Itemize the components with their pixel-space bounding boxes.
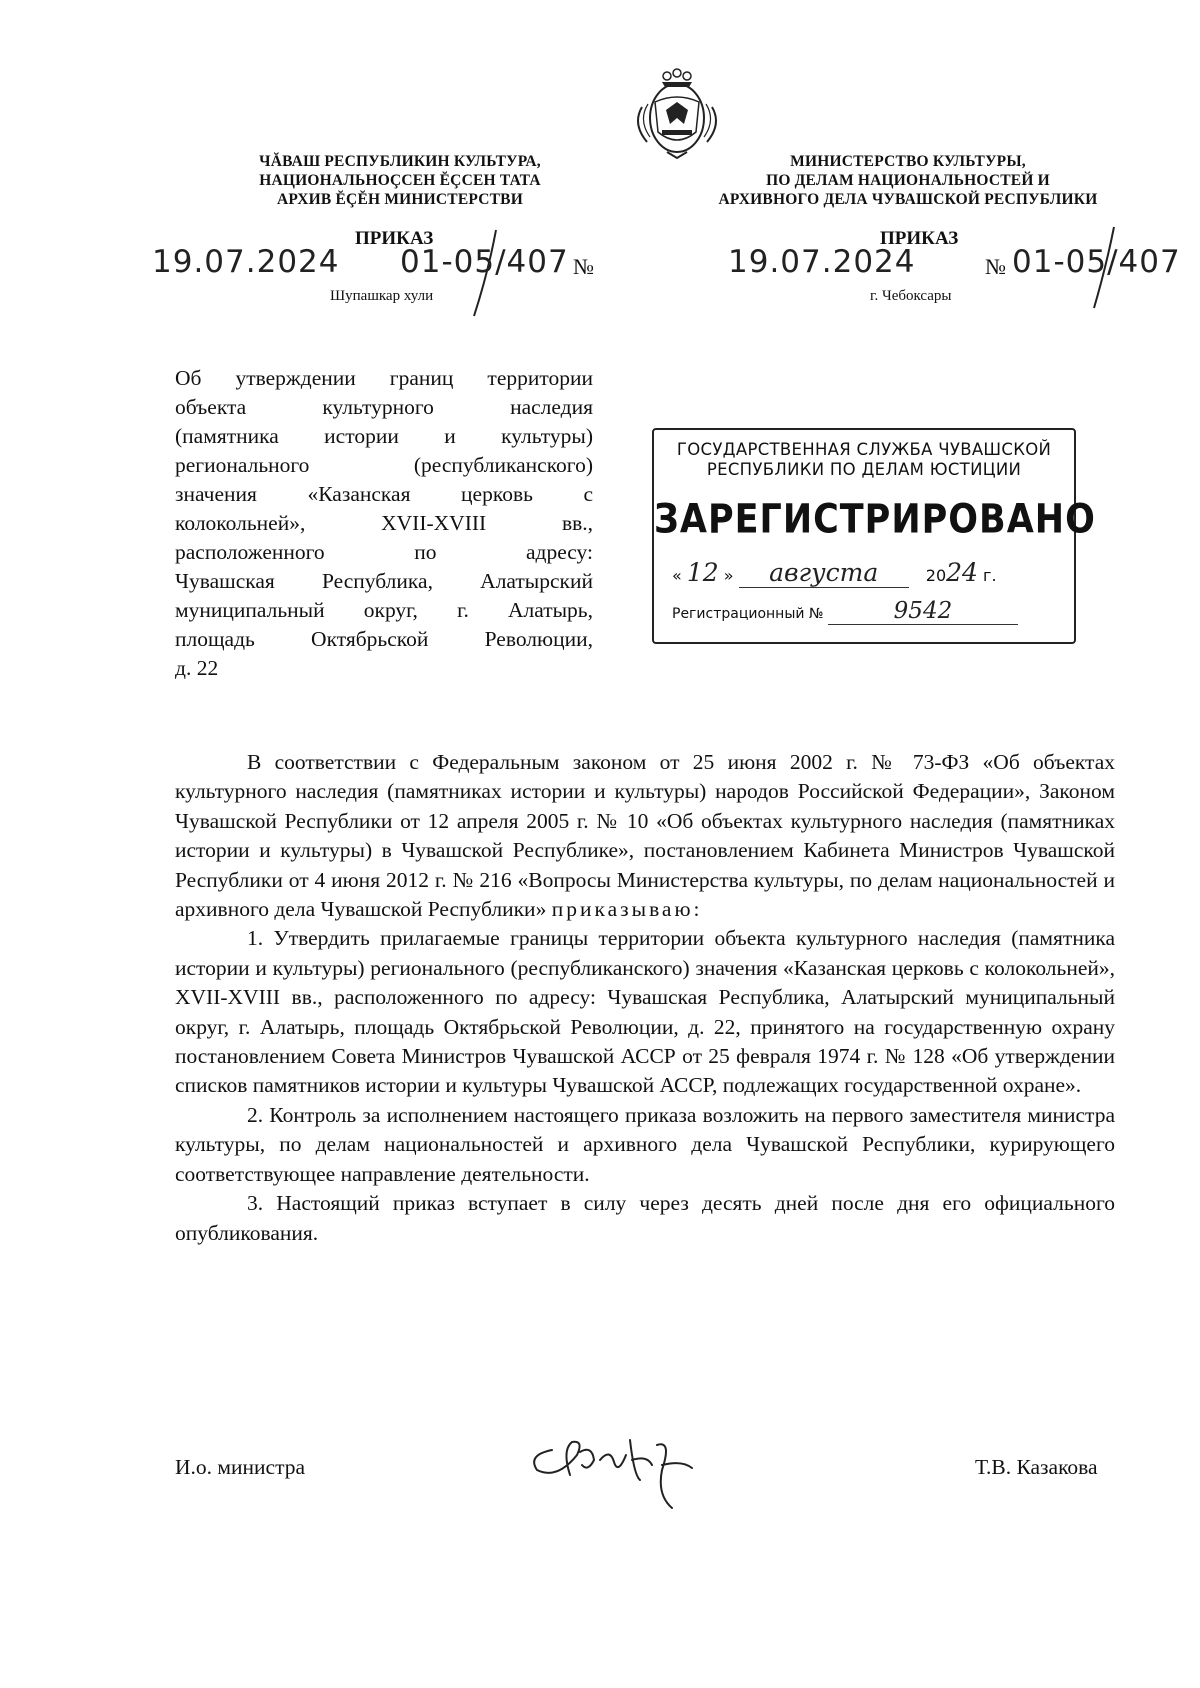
order-right-date: 19.07.2024 <box>728 244 916 280</box>
header-right-line-1: МИНИСТЕРСТВО КУЛЬТУРЫ, <box>790 153 1026 170</box>
order-subject <box>175 364 593 683</box>
subject-line: расположенного по адресу: <box>175 540 593 564</box>
stamp-quote-open: « <box>672 566 682 585</box>
stamp-reg-label: Регистрационный № <box>672 606 824 622</box>
subject-line: площадь Октябрьской Революции, <box>175 627 593 651</box>
stamp-quote-close: » <box>723 566 734 585</box>
subject-line: д. 22 <box>175 656 219 680</box>
preamble-text: В соответствии с Федеральным законом от 25 июня 2002 г. № 73-ФЗ «Об объектах культурного наследия (памятниках истории и культуры) народов Российской Федерации», Законом Чувашской Республики от 12 апреля 2005 г. № 10 «Об объектах культурного наследия (памятниках истории и культуры) в Чувашской Республике», постановлением Кабинета Министров Чувашской Республики от 4 июня 2012 г. № 216 «Вопросы Министерства культуры, по делам национальностей и архивного дела Чувашской Республики» <box>175 750 1115 922</box>
order-right-slash-mark <box>1090 225 1120 310</box>
order-left-date: 19.07.2024 <box>152 244 340 280</box>
subject-line: значения «Казанская церковь с <box>175 482 593 506</box>
signature-position: И.о. министра <box>175 1455 306 1479</box>
body-item-2: 2. Контроль за исполнением настоящего приказа возложить на первого заместителя министра культуры, по делам национальностей и архивного дела Чувашской Республики, курирующего соответствующее направление деятельности. <box>175 1102 1115 1186</box>
body-item-3: 3. Настоящий приказ вступает в силу через десять дней после дня его официального опубликования. <box>175 1191 1115 1245</box>
body-item-1: 1. Утвердить прилагаемые границы территории объекта культурного наследия (памятника истории и культуры) регионального (республиканского) значения «Казанская церковь с колокольней», XVII-XVIII вв., расположенного по адресу: Чувашская Республика, Алатырский муниципальный округ, г. Алатырь, площадь Октябрьской Революции, д. 22, принятого на государственную охрану постановлением Совета Министров Чувашской АССР от 25 февраля 1974 г. № 128 «Об утверждении списков памятников истории и культуры Чувашской АССР, подлежащих государственной охране». <box>175 926 1115 1098</box>
order-body <box>175 748 1115 1248</box>
subject-line: Чувашская Республика, Алатырский <box>175 569 593 593</box>
order-right-title: ПРИКАЗ <box>880 228 959 249</box>
signature-name: Т.В. Казакова <box>975 1455 1098 1479</box>
stamp-number-row <box>672 598 1062 625</box>
order-left-place: Шупашкар хули <box>330 288 434 304</box>
stamp-reg-number: 9542 <box>828 598 1018 625</box>
subject-line: (памятника истории и культуры) <box>175 424 593 448</box>
order-word: приказываю: <box>551 897 703 922</box>
body-preamble <box>175 748 1115 924</box>
order-left-number: 01-05/407 <box>400 244 569 280</box>
stamp-registered-label: ЗАРЕГИСТРИРОВАНО <box>654 497 1096 543</box>
stamp-day: 12 <box>686 558 719 587</box>
order-right-number-sign: № <box>985 254 1006 279</box>
header-left-line-1: ЧĂВАШ РЕСПУБЛИКИН КУЛЬТУРА, <box>259 153 541 170</box>
stamp-date-row <box>672 558 1062 588</box>
order-right-place: г. Чебоксары <box>870 288 952 304</box>
order-left-slash-mark <box>470 228 500 318</box>
stamp-year-unit: г. <box>983 566 997 585</box>
header-left <box>220 152 580 209</box>
order-right-number: 01-05/407 <box>1012 244 1181 280</box>
order-left-number-sign: № <box>573 254 594 279</box>
stamp-month: августа <box>739 558 909 588</box>
stamp-org-line-1: ГОСУДАРСТВЕННАЯ СЛУЖБА ЧУВАШСКОЙ <box>676 440 1052 459</box>
subject-line: регионального (республиканского) <box>175 453 593 477</box>
order-left-title: ПРИКАЗ <box>355 228 434 249</box>
header-left-line-3: АРХИВ ĔÇĔН МИНИСТЕРСТВИ <box>277 191 523 208</box>
subject-line: Об утверждении границ территории <box>175 366 593 390</box>
registration-stamp <box>652 428 1096 644</box>
chuvash-emblem-icon <box>622 62 732 162</box>
stamp-year-prefix: 20 <box>925 566 947 585</box>
stamp-year-suffix: 24 <box>946 558 978 587</box>
header-right-line-2: ПО ДЕЛАМ НАЦИОНАЛЬНОСТЕЙ И <box>766 172 1050 189</box>
stamp-org-line-2: РЕСПУБЛИКИ ПО ДЕЛАМ ЮСТИЦИИ <box>706 460 1022 479</box>
handwritten-signature <box>522 1420 712 1515</box>
header-right <box>708 152 1108 209</box>
stamp-organization <box>654 440 1074 480</box>
subject-line: объекта культурного наследия <box>175 395 593 419</box>
header-left-line-2: НАЦИОНАЛЬНОÇСЕН ĔÇСЕН ТАТА <box>259 172 541 189</box>
subject-line: муниципальный округ, г. Алатырь, <box>175 598 593 622</box>
subject-line: колокольней», XVII-XVIII вв., <box>175 511 593 535</box>
header-right-line-3: АРХИВНОГО ДЕЛА ЧУВАШСКОЙ РЕСПУБЛИКИ <box>718 191 1098 208</box>
